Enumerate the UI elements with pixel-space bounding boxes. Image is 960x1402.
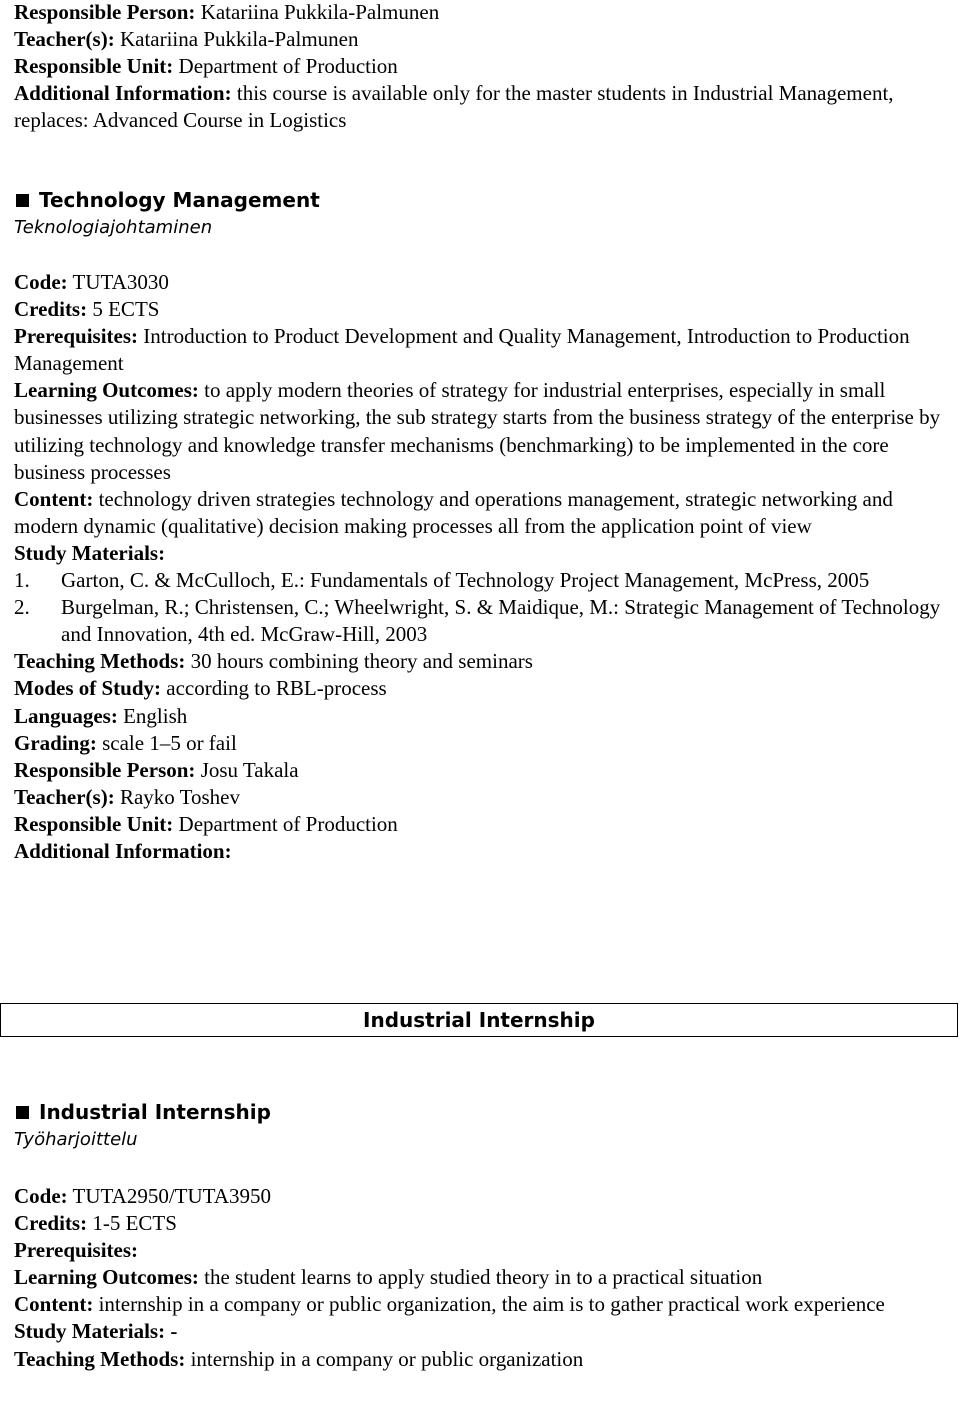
field-label: Responsible Person: [14,757,196,782]
field-value: the student learns to apply studied theory in to a practical situation [204,1265,763,1290]
field-label: Responsible Unit: [14,54,174,79]
field-label: Teaching Methods: [14,649,186,674]
teachers-row [14,784,946,811]
learning-outcomes-row [14,377,946,485]
field-value: this course is available only for the master students in Industrial Management, replaces: Advanced Course in Logistics [14,81,894,133]
course-technology-management [14,186,946,865]
field-label: Learning Outcomes: [14,378,199,403]
teachers-row [14,26,946,53]
credits-row [14,1210,946,1237]
field-label: Content: [14,486,94,511]
field-label: Teacher(s): [14,784,115,809]
field-value: to apply modern theories of strategy for industrial enterprises, especially in small businesses utilizing strategic networking, the sub strategy starts from the business strategy of the enterprise by utilizing technology and knowledge transfer mechanisms (benchmarking) to be implemented in the core business processes [14,378,941,484]
list-item-text: Garton, C. & McCulloch, E.: Fundamentals of Technology Project Management, McPress, 2005 [61,568,870,593]
content-row [14,1291,946,1318]
field-label: Learning Outcomes: [14,1265,199,1290]
list-item [14,594,946,648]
course-title-text: Industrial Internship [39,1100,271,1124]
previous-course-details [14,0,946,134]
course-subtitle: Teknologiajohtaminen [14,217,213,238]
square-bullet-icon [16,194,29,207]
field-value: Introduction to Product Development and Quality Management, Introduction to Production Management [14,324,910,376]
code-row [14,269,946,296]
content-row [14,486,946,540]
field-label: Study Materials: [14,540,166,565]
field-label: Study Materials: [14,1319,166,1344]
prerequisites-row [14,323,946,377]
field-label: Modes of Study: [14,676,162,701]
modes-of-study-row [14,675,946,702]
field-value: technology driven strategies technology and operations management, strategic networking and modern dynamic (qualitative) decision making processes all from the application point of view [14,486,893,538]
field-label: Languages: [14,703,118,728]
study-materials-row [14,1318,946,1345]
field-value: 30 hours combining theory and seminars [190,649,533,674]
code-row [14,1183,946,1210]
languages-row [14,703,946,730]
teaching-methods-row [14,648,946,675]
field-value: TUTA2950/TUTA3950 [72,1184,271,1208]
course-industrial-internship [14,1098,946,1373]
list-item [14,567,946,594]
field-label: Credits: [14,297,88,322]
course-title [14,186,946,214]
field-value: according to RBL-process [166,676,387,701]
responsible-person-row [14,757,946,784]
additional-info-row [14,838,946,865]
field-value: TUTA3030 [72,270,169,294]
course-title-text: Technology Management [39,188,320,212]
field-label: Content: [14,1292,94,1317]
field-value: internship in a company or public organization, the aim is to gather practical work experience [98,1292,885,1317]
field-label: Responsible Person: [14,0,196,24]
field-label: Code: [14,270,68,294]
section-header: Industrial Internship [0,1003,958,1037]
field-value: Katariina Pukkila-Palmunen [119,27,359,52]
grading-row [14,730,946,757]
responsible-unit-row [14,811,946,838]
study-materials-row [14,540,946,567]
field-value: Katariina Pukkila-Palmunen [200,0,440,24]
field-label: Teacher(s): [14,27,115,52]
list-item-number: 1. [14,568,30,593]
learning-outcomes-row [14,1264,946,1291]
field-label: Responsible Unit: [14,811,174,836]
field-value: Department of Production [178,54,398,79]
field-label: Code: [14,1184,68,1208]
list-item-text: Burgelman, R.; Christensen, C.; Wheelwright, S. & Maidique, M.: Strategic Management of Technology and Innovation, 4th ed. McGraw-Hill, 2003 [61,595,941,647]
field-value: 5 ECTS [92,297,160,322]
field-label: Prerequisites: [14,1238,139,1263]
field-label: Teaching Methods: [14,1346,186,1371]
field-label: Credits: [14,1211,88,1236]
field-value: Department of Production [178,811,398,836]
responsible-person-row [14,0,946,26]
teaching-methods-row [14,1346,946,1373]
field-value: Josu Takala [200,757,299,782]
field-value: English [123,703,188,728]
field-label: Additional Information: [14,838,232,863]
field-value: internship in a company or public organization [190,1346,584,1371]
field-label: Additional Information: [14,81,232,106]
credits-row [14,296,946,323]
course-subtitle: Työharjoittelu [14,1129,138,1150]
field-value: 1-5 ECTS [92,1211,177,1236]
responsible-unit-row [14,53,946,80]
field-value: scale 1–5 or fail [102,730,237,755]
course-title [14,1098,946,1126]
prerequisites-row [14,1237,946,1264]
square-bullet-icon [16,1106,29,1119]
field-label: Prerequisites: [14,324,139,349]
list-item-number: 2. [14,595,30,620]
study-materials-list [14,567,946,648]
field-value: Rayko Toshev [119,784,241,809]
additional-info-row [14,80,946,134]
field-label: Grading: [14,730,97,755]
field-value: - [170,1319,178,1344]
